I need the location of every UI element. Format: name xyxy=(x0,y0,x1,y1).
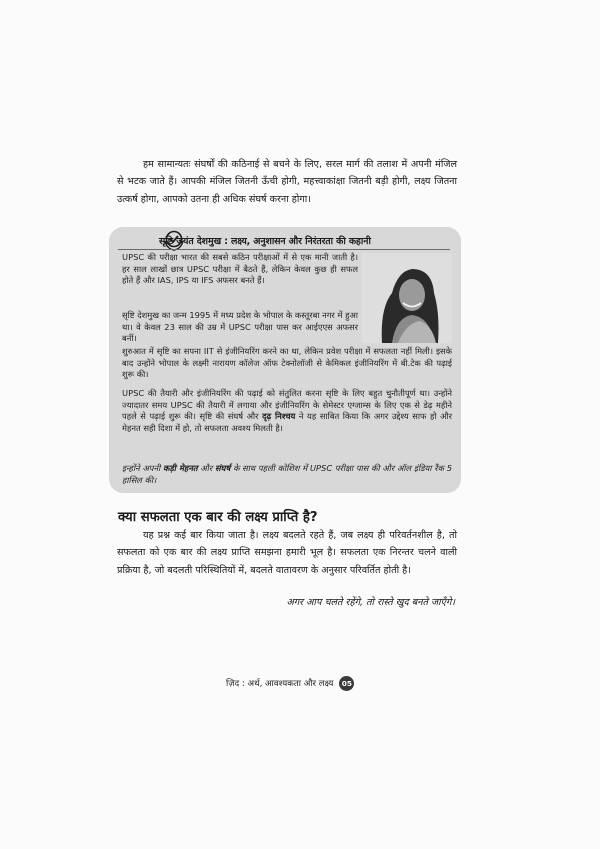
quote-line: अगर आप चलते रहेंगे, तो रास्ते खुद बनते जाएँगे। xyxy=(286,597,455,608)
profile-title-divider xyxy=(118,249,450,250)
profile-paragraph-5 xyxy=(122,463,452,486)
profile-paragraph-1: UPSC की परीक्षा भारत की सबसे कठिन परीक्षाओं में से एक मानी जाती है। हर साल लाखों छात्र UPSC परीक्षा में बैठते हैं, लेकिन केवल कुछ ही सफल होते हैं और IAS, IPS या IFS अफसर बनते हैं। xyxy=(122,252,358,286)
profile-box-title: सृष्टि जयंत देशमुख : लक्ष्य, अनुशासन और निरंतरता की कहानी xyxy=(159,236,371,247)
profile-paragraph-4-part-c: ने यह साबित किया कि अगर उद्देश्य साफ हो और मेहनत सही दिशा में हो, तो सफलता अवश्य मिलती है। xyxy=(122,411,452,433)
intro-paragraph: हम सामान्यतः संघर्षों की कठिनाई से बचने के लिए, सरल मार्ग की तलाश में अपनी मंजिल से भटक जाते हैं। आपकी मंजिल जितनी ऊँची होगी, महत्त्वाकांक्षा जितनी बड़ी होगी, लक्ष्य जितना उत्कर्ष होगा, आपको उतना ही अधिक संघर्ष करना होगा। xyxy=(117,159,457,205)
profile-paragraph-5-part-c: और xyxy=(197,463,216,473)
page-number-badge: 05 xyxy=(339,676,354,691)
profile-paragraph-2: सृष्टि देशमुख का जन्म 1995 में मध्य प्रदेश के भोपाल के कस्तूरबा नगर में हुआ था। वे केवल 23 साल की उम्र में UPSC परीक्षा पास कर आईएएस अफसर बनीं। xyxy=(122,310,358,344)
page-footer xyxy=(226,675,426,691)
profile-paragraph-5-bold-1: कड़ी मेहनत xyxy=(163,463,198,473)
profile-paragraph-5-part-e: के साथ पहली कोशिश में UPSC परीक्षा पास की और ऑल इंडिया रैंक 5 हासिल की। xyxy=(122,463,453,485)
profile-paragraph-5-bold-2: संघर्ष xyxy=(215,463,231,473)
profile-paragraph-3: शुरुआत में सृष्टि का सपना IIT से इंजीनियरिंग करने का था, लेकिन प्रवेश परीक्षा में सफलता नहीं मिली। इसके बाद उन्होंने भोपाल के लक्ष्मी नारायण कॉलेज ऑफ टेक्नोलॉजी से केमिकल इंजीनियरिंग में बी.टेक की पढ़ाई शुरू की। xyxy=(122,346,452,380)
profile-paragraph-4-bold: दृढ़ निश्चय xyxy=(262,411,296,422)
profile-paragraph-4-part-a: UPSC की तैयारी और इंजीनियरिंग की पढ़ाई को संतुलित करना सृष्टि के लिए बहुत चुनौतीपूर्ण था। उन्होंने ज्यादातर समय UPSC की तैयारी में लगाया और इंजीनियरिंग के सेमेस्टर एग्जाम्स के लिए एक से डेढ़ महीने पहले से पढ़ाई शुरू की। सृष्टि की संघर्ष और xyxy=(122,388,452,422)
profile-paragraph-4 xyxy=(122,388,452,434)
portrait-photo xyxy=(362,253,452,343)
footer-book-title: ज़िद : अर्थ, आवश्यकता और लक्ष्य xyxy=(226,679,334,689)
section-heading: क्या सफलता एक बार की लक्ष्य प्राप्ति है? xyxy=(118,510,318,525)
section-paragraph: यह प्रश्न कई बार किया जाता है। लक्ष्य बदलते रहते हैं, जब लक्ष्य ही परिवर्तनशील है, तो सफलता को एक बार की लक्ष्य प्राप्ति समझना हमारी भूल है। सफलता एक निरन्तर चलने वाली प्रक्रिया है, जो बदलती परिस्थितियों में, बदलते वातावरण के अनुसार परिवर्तित होती है। xyxy=(117,530,457,576)
profile-paragraph-5-part-a: इन्होंने अपनी xyxy=(122,463,163,473)
